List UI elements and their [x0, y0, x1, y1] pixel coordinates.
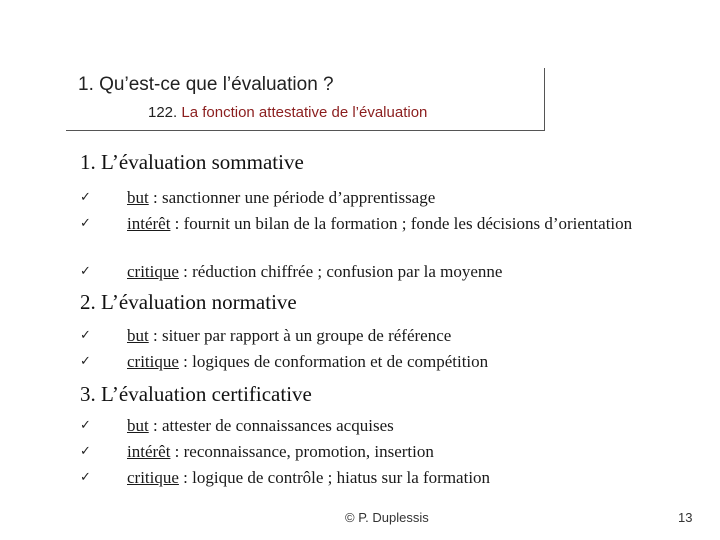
item-text: : reconnaissance, promotion, insertion [170, 442, 434, 461]
item-text: : attester de connaissances acquises [148, 416, 394, 435]
item-key: intérêt [127, 442, 171, 461]
subtitle-number: 122. [148, 104, 178, 121]
slide-title: 1. Qu’est-ce que l’évaluation ? [78, 74, 334, 95]
subtitle-text: La fonction attestative de l’évaluation [181, 104, 428, 121]
item-text: : logique de contrôle ; hiatus sur la formation [178, 468, 491, 487]
section-heading-normative: 2. L’évaluation normative [80, 290, 297, 314]
item-key: but [127, 326, 149, 345]
item-text: : logiques de conformation et de compétition [178, 352, 489, 371]
checkmark-icon: ✓ [80, 470, 91, 485]
checkmark-icon: ✓ [80, 354, 91, 369]
footer-author: © P. Duplessis [345, 510, 429, 525]
checkmark-icon: ✓ [80, 216, 91, 231]
section-heading-sommative: 1. L’évaluation sommative [80, 150, 304, 174]
item-text: : réduction chiffrée ; confusion par la moyenne [178, 262, 503, 281]
item-text: : sanctionner une période d’apprentissage [148, 188, 436, 207]
item-key: intérêt [127, 214, 171, 233]
item-text: : fournit un bilan de la formation ; fonde les décisions d’orientation [170, 214, 633, 233]
section-heading-certificative: 3. L’évaluation certificative [80, 382, 312, 406]
item-key: critique [127, 468, 179, 487]
checkmark-icon: ✓ [80, 418, 91, 433]
item-text: : situer par rapport à un groupe de référence [148, 326, 452, 345]
item-key: but [127, 416, 149, 435]
item-key: but [127, 188, 149, 207]
slide-subtitle [148, 104, 427, 121]
checkmark-icon: ✓ [80, 444, 91, 459]
page-number: 13 [678, 510, 693, 525]
item-key: critique [127, 262, 179, 281]
checkmark-icon: ✓ [80, 264, 91, 279]
item-key: critique [127, 352, 179, 371]
checkmark-icon: ✓ [80, 328, 91, 343]
checkmark-icon: ✓ [80, 190, 91, 205]
